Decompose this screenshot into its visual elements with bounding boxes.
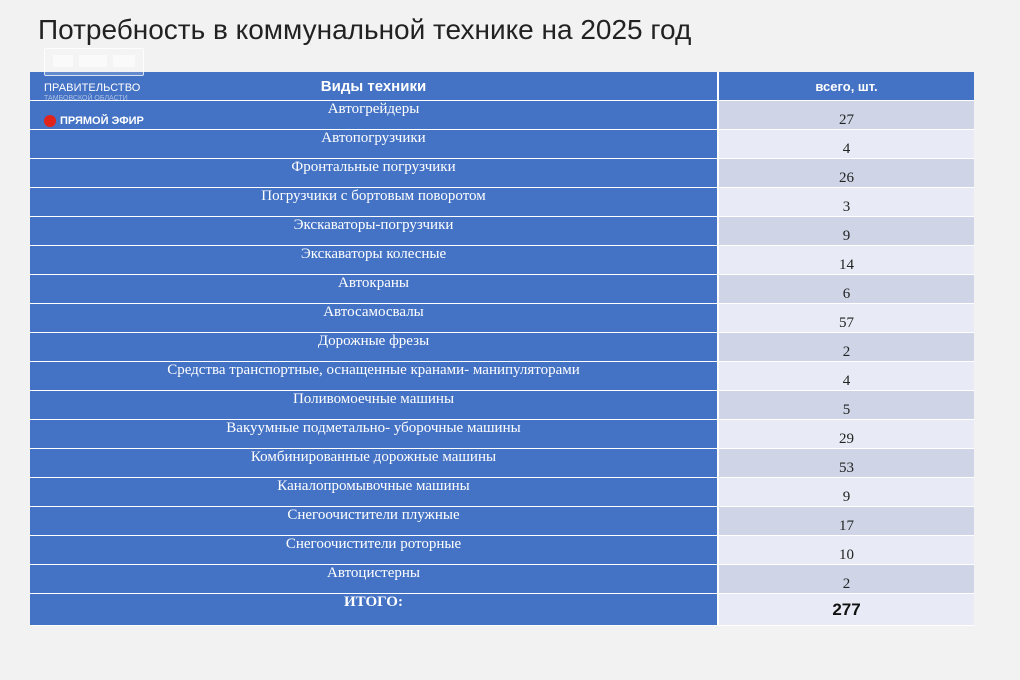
table-row bbox=[30, 159, 974, 188]
equipment-name: Фронтальные погрузчики bbox=[30, 159, 718, 188]
equipment-name: Вакуумные подметально- уборочные машины bbox=[30, 420, 718, 449]
table-header-row bbox=[30, 72, 974, 101]
table-row bbox=[30, 130, 974, 159]
table-row bbox=[30, 449, 974, 478]
equipment-name: Снегоочистители плужные bbox=[30, 507, 718, 536]
logo-text-government: ПРАВИТЕЛЬСТВО bbox=[44, 82, 141, 94]
header-equipment-type: Виды техники bbox=[30, 72, 718, 101]
table-row bbox=[30, 478, 974, 507]
equipment-name: Средства транспортные, оснащенные кранами- манипуляторами bbox=[30, 362, 718, 391]
equipment-name: Дорожные фрезы bbox=[30, 333, 718, 362]
table-row bbox=[30, 101, 974, 130]
equipment-count: 2 bbox=[718, 333, 974, 362]
equipment-name: Автосамосвалы bbox=[30, 304, 718, 333]
equipment-count: 5 bbox=[718, 391, 974, 420]
live-indicator bbox=[44, 115, 144, 127]
total-row bbox=[30, 594, 974, 626]
table-row bbox=[30, 420, 974, 449]
table-row bbox=[30, 536, 974, 565]
equipment-count: 17 bbox=[718, 507, 974, 536]
equipment-name: Автоцистерны bbox=[30, 565, 718, 594]
equipment-count: 26 bbox=[718, 159, 974, 188]
equipment-count: 4 bbox=[718, 130, 974, 159]
equipment-count: 57 bbox=[718, 304, 974, 333]
equipment-name: Автогрейдеры bbox=[30, 101, 718, 130]
table-row bbox=[30, 304, 974, 333]
emblem-icon bbox=[44, 48, 144, 76]
equipment-count: 29 bbox=[718, 420, 974, 449]
equipment-name: Автопогрузчики bbox=[30, 130, 718, 159]
equipment-name: Экскаваторы-погрузчики bbox=[30, 217, 718, 246]
header-total-count: всего, шт. bbox=[718, 72, 974, 101]
equipment-name: Комбинированные дорожные машины bbox=[30, 449, 718, 478]
equipment-count: 9 bbox=[718, 478, 974, 507]
equipment-name: Каналопромывочные машины bbox=[30, 478, 718, 507]
table-row bbox=[30, 275, 974, 304]
equipment-count: 27 bbox=[718, 101, 974, 130]
equipment-count: 10 bbox=[718, 536, 974, 565]
live-label: ПРЯМОЙ ЭФИР bbox=[60, 115, 144, 127]
channel-logo bbox=[44, 48, 154, 102]
equipment-count: 53 bbox=[718, 449, 974, 478]
equipment-count: 3 bbox=[718, 188, 974, 217]
live-dot-icon bbox=[44, 115, 56, 127]
equipment-table-container bbox=[30, 72, 974, 626]
table-row bbox=[30, 565, 974, 594]
table-row bbox=[30, 246, 974, 275]
equipment-name: Поливомоечные машины bbox=[30, 391, 718, 420]
equipment-count: 2 bbox=[718, 565, 974, 594]
table-row bbox=[30, 507, 974, 536]
equipment-name: Автокраны bbox=[30, 275, 718, 304]
total-label: ИТОГО: bbox=[30, 594, 718, 626]
table-row bbox=[30, 333, 974, 362]
equipment-name: Погрузчики с бортовым поворотом bbox=[30, 188, 718, 217]
total-value: 277 bbox=[718, 594, 974, 626]
table-body bbox=[30, 101, 974, 626]
slide-title: Потребность в коммунальной технике на 2025 год bbox=[38, 14, 692, 45]
table-row bbox=[30, 217, 974, 246]
table-row bbox=[30, 391, 974, 420]
table-row bbox=[30, 362, 974, 391]
equipment-count: 6 bbox=[718, 275, 974, 304]
equipment-count: 4 bbox=[718, 362, 974, 391]
equipment-name: Экскаваторы колесные bbox=[30, 246, 718, 275]
equipment-table bbox=[30, 72, 974, 626]
equipment-count: 14 bbox=[718, 246, 974, 275]
equipment-count: 9 bbox=[718, 217, 974, 246]
equipment-name: Снегоочистители роторные bbox=[30, 536, 718, 565]
logo-text-region: ТАМБОВСКОЙ ОБЛАСТИ bbox=[44, 95, 128, 102]
table-row bbox=[30, 188, 974, 217]
